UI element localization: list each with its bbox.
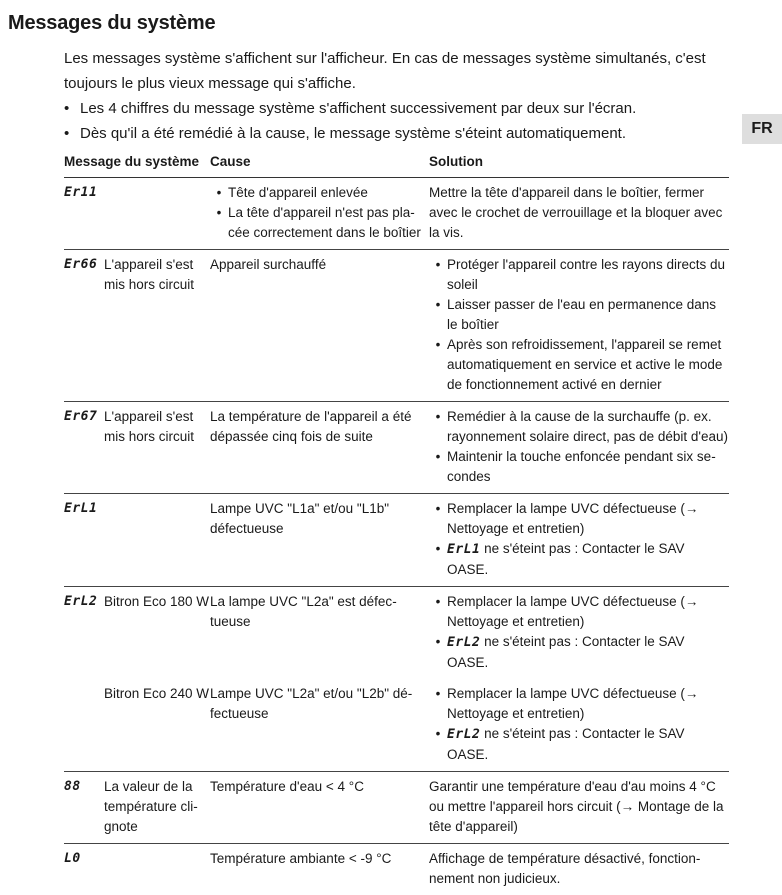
- system-messages-table: [64, 152, 729, 895]
- list-item: [429, 684, 729, 724]
- bullet-icon: •: [429, 499, 447, 519]
- intro-bullet: [64, 96, 734, 121]
- list-item-text: Maintenir la touche enfoncée pendant six secondes: [447, 447, 729, 487]
- cause-cell: Température d'eau < 4 °C: [210, 772, 429, 844]
- table-row: [64, 494, 729, 587]
- header-message: Message du système: [64, 152, 210, 178]
- header-cause: Cause: [210, 152, 429, 178]
- message-wrap: [64, 407, 210, 447]
- bullet-icon: •: [429, 407, 447, 427]
- solution-cell: Mettre la tête d'appareil dans le boîtier, fermer avec le crochet de verrouillage et la bloquer avec la vis.: [429, 178, 729, 250]
- list-item: [210, 203, 429, 243]
- message-label: L'appareil s'est mis hors circuit: [104, 255, 210, 295]
- bullet-icon: •: [429, 724, 447, 744]
- error-code: Er66: [64, 255, 104, 295]
- error-code: [64, 684, 104, 704]
- table-header-row: [64, 152, 729, 178]
- cause-cell: La température de l'appareil a été dépassée cinq fois de suite: [210, 402, 429, 494]
- table-row: [64, 679, 729, 772]
- list-item: [429, 539, 729, 580]
- intro-section: [64, 46, 734, 146]
- table-row: [64, 402, 729, 494]
- error-code: ErL2: [64, 592, 104, 612]
- list-item: [429, 255, 729, 295]
- list-item: [429, 632, 729, 673]
- bullet-icon: •: [429, 295, 447, 315]
- message-label: L'appareil s'est mis hors circuit: [104, 407, 210, 447]
- list-item-text: Tête d'appareil enlevée: [228, 183, 429, 203]
- language-tab: FR: [742, 114, 782, 144]
- bullet-icon: •: [429, 447, 447, 467]
- intro-bullet: [64, 121, 734, 146]
- message-wrap: [64, 183, 210, 203]
- solution-cell: [429, 679, 729, 772]
- bullet-icon: •: [64, 96, 80, 121]
- list-item-text: La tête d'appareil n'est pas placée correctement dans le boîtier: [228, 203, 429, 243]
- message-wrap: [64, 592, 210, 612]
- list-item-text: Après son refroidissement, l'appareil se remet automatiquement en service et active le mode de fonctionnement activé en dernier: [447, 335, 729, 395]
- solution-cell: [429, 494, 729, 587]
- message-wrap: [64, 255, 210, 295]
- list-item-text: ErL2 ne s'éteint pas : Contacter le SAV OASE.: [447, 724, 729, 765]
- message-cell: [64, 679, 210, 772]
- error-code: ErL2: [447, 635, 480, 650]
- message-cell: [64, 844, 210, 895]
- cause-cell: La lampe UVC "L2a" est défectueuse: [210, 587, 429, 680]
- solution-cell: [429, 250, 729, 402]
- message-wrap: [64, 684, 210, 704]
- message-cell: [64, 772, 210, 844]
- table-row: [64, 587, 729, 680]
- cause-cell: Lampe UVC "L2a" et/ou "L2b" défectueuse: [210, 679, 429, 772]
- error-code: ErL2: [447, 727, 480, 742]
- bullet-icon: •: [64, 121, 80, 146]
- list-item: [210, 183, 429, 203]
- list-item-text: ErL2 ne s'éteint pas : Contacter le SAV OASE.: [447, 632, 729, 673]
- list-item: [429, 407, 729, 447]
- solution-cell: Garantir une température d'eau d'au moins 4 °C ou mettre l'appareil hors circuit (→ Montage de la tête d'appareil): [429, 772, 729, 844]
- message-label: Bitron Eco 180 W: [104, 592, 209, 612]
- header-solution: Solution: [429, 152, 729, 178]
- list-item-text: Remplacer la lampe UVC défectueuse (→ Nettoyage et entretien): [447, 499, 729, 539]
- message-wrap: [64, 499, 210, 519]
- bullet-icon: •: [210, 203, 228, 223]
- bullet-icon: •: [429, 684, 447, 704]
- list-item: [429, 592, 729, 632]
- list-item-text: Remplacer la lampe UVC défectueuse (→ Nettoyage et entretien): [447, 592, 729, 632]
- table-row: [64, 178, 729, 250]
- bullet-icon: •: [429, 255, 447, 275]
- error-code: 88: [64, 777, 104, 837]
- list-item: [429, 335, 729, 395]
- list-item: [429, 724, 729, 765]
- error-code: Er67: [64, 407, 104, 447]
- message-label: Bitron Eco 240 W: [104, 684, 209, 704]
- list-item: [429, 295, 729, 335]
- intro-paragraph: Les messages système s'affichent sur l'afficheur. En cas de messages système simultanés, c'est toujours le plus vieux message qui s'affiche.: [64, 46, 734, 96]
- solution-cell: [429, 402, 729, 494]
- cause-cell: [210, 178, 429, 250]
- cause-cell: Température ambiante < -9 °C: [210, 844, 429, 895]
- cause-cell: Lampe UVC "L1a" et/ou "L1b" défectueuse: [210, 494, 429, 587]
- intro-bullet-text: Les 4 chiffres du message système s'affichent successivement par deux sur l'écran.: [80, 96, 636, 121]
- list-item-text: Laisser passer de l'eau en permanence dans le boîtier: [447, 295, 729, 335]
- list-item-text: ErL1 ne s'éteint pas : Contacter le SAV OASE.: [447, 539, 729, 580]
- table-row: [64, 772, 729, 844]
- list-item: [429, 499, 729, 539]
- page-title: Messages du système: [8, 12, 215, 35]
- error-code: ErL1: [447, 542, 480, 557]
- bullet-icon: •: [429, 539, 447, 559]
- message-wrap: [64, 777, 210, 837]
- error-code: Er11: [64, 183, 104, 203]
- message-cell: [64, 178, 210, 250]
- table-row: [64, 250, 729, 402]
- message-cell: [64, 494, 210, 587]
- intro-bullet-text: Dès qu'il a été remédié à la cause, le message système s'éteint automatiquement.: [80, 121, 626, 146]
- message-cell: [64, 402, 210, 494]
- error-code: L0: [64, 849, 104, 869]
- bullet-icon: •: [429, 592, 447, 612]
- error-code: ErL1: [64, 499, 104, 519]
- bullet-icon: •: [429, 335, 447, 355]
- list-item-text: Remédier à la cause de la surchauffe (p. ex. rayonnement solaire direct, pas de débit d'eau): [447, 407, 729, 447]
- cause-cell: Appareil surchauffé: [210, 250, 429, 402]
- bullet-icon: •: [210, 183, 228, 203]
- message-cell: [64, 250, 210, 402]
- bullet-icon: •: [429, 632, 447, 652]
- solution-cell: Affichage de température désactivé, fonctionnement non judicieux.: [429, 844, 729, 895]
- solution-cell: [429, 587, 729, 680]
- message-label: La valeur de la température clignote: [104, 777, 210, 837]
- table-row: [64, 844, 729, 895]
- list-item-text: Remplacer la lampe UVC défectueuse (→ Nettoyage et entretien): [447, 684, 729, 724]
- list-item: [429, 447, 729, 487]
- message-wrap: [64, 849, 210, 869]
- message-cell: [64, 587, 210, 680]
- list-item-text: Protéger l'appareil contre les rayons directs du soleil: [447, 255, 729, 295]
